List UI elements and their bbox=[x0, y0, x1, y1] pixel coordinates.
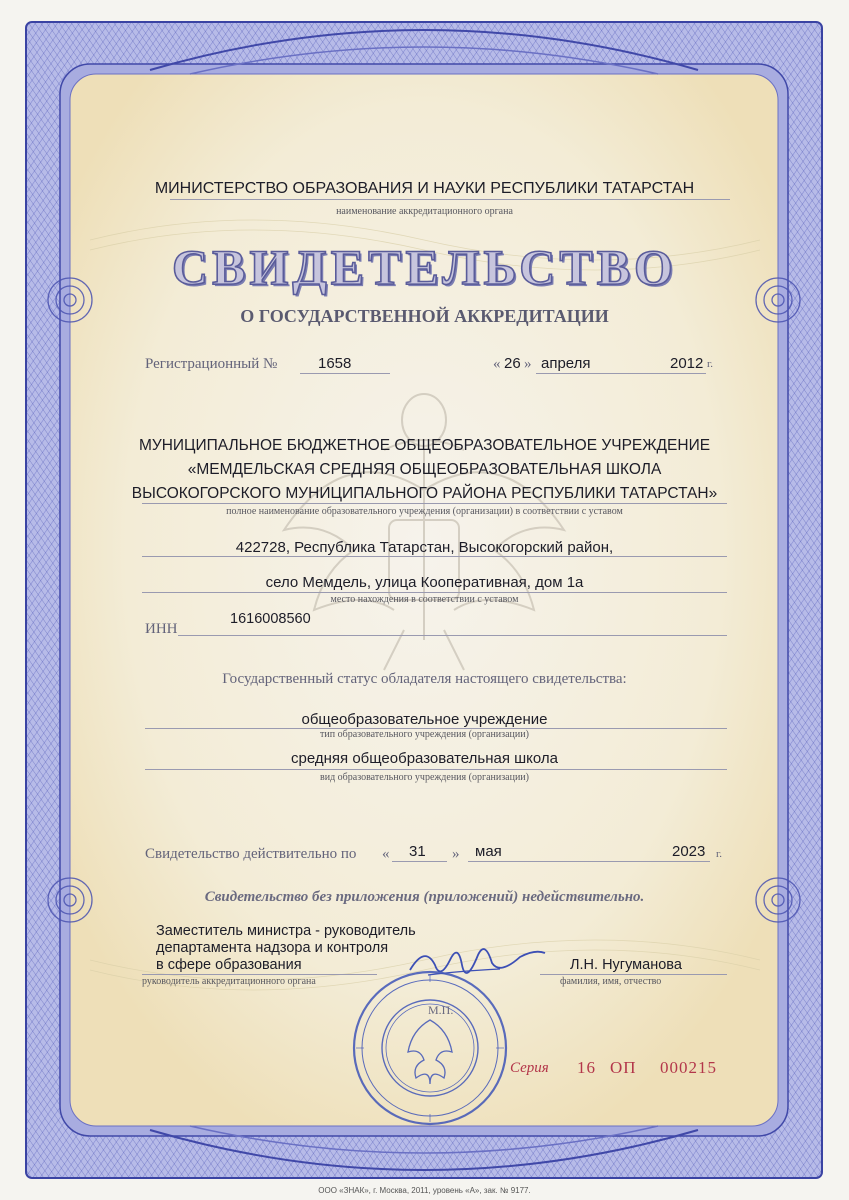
series-number: 000215 bbox=[660, 1058, 717, 1077]
address-line-1-rule bbox=[142, 556, 727, 557]
signatory-name-rule bbox=[540, 974, 727, 975]
signatory-position-line-1: Заместитель министра - руководитель bbox=[156, 923, 416, 939]
valid-day-open: « bbox=[382, 846, 390, 862]
signatory-position-line-2: департамента надзора и контроля bbox=[156, 940, 389, 956]
address-line-1: 422728, Республика Татарстан, Высокогорский район, bbox=[235, 539, 614, 556]
document-subtitle: О ГОСУДАРСТВЕННОЙ АККРЕДИТАЦИИ bbox=[240, 306, 609, 326]
registration-day: 26 bbox=[504, 355, 521, 372]
series-code-1: 16 bbox=[577, 1058, 596, 1077]
signatory-position-rule bbox=[142, 974, 377, 975]
institution-type-value: общеобразовательное учреждение bbox=[301, 711, 548, 728]
institution-caption: полное наименование образовательного учреждения (организации) в соответствии с уставом bbox=[226, 506, 623, 517]
signatory-position-caption: руководитель аккредитационного органа bbox=[142, 976, 316, 987]
validity-month: мая bbox=[475, 843, 502, 860]
institution-kind-caption: вид образовательного учреждения (организации) bbox=[320, 772, 529, 783]
validity-year-suffix: г. bbox=[716, 848, 723, 860]
stamp-mark: М.П. bbox=[428, 1003, 454, 1017]
validity-day: 31 bbox=[409, 843, 426, 860]
ministry-underline bbox=[170, 199, 730, 200]
institution-line-1: МУНИЦИПАЛЬНОЕ БЮДЖЕТНОЕ ОБЩЕОБРАЗОВАТЕЛЬНОЕ УЧРЕЖДЕНИЕ bbox=[138, 437, 711, 454]
signatory-name-caption: фамилия, имя, отчество bbox=[560, 976, 662, 987]
registration-label: Регистрационный № bbox=[145, 356, 278, 372]
reg-day-open: « bbox=[493, 356, 501, 372]
ministry-caption: наименование аккредитационного органа bbox=[336, 206, 513, 217]
registration-date-line bbox=[536, 373, 706, 374]
registration-year-suffix: г. bbox=[707, 358, 714, 370]
inn-underline bbox=[178, 635, 727, 636]
series-label: Серия bbox=[510, 1060, 549, 1076]
registration-number: 1658 bbox=[318, 355, 352, 372]
address-caption: место нахождения в соответствии с уставом bbox=[330, 594, 519, 605]
address-line-2-rule bbox=[142, 592, 727, 593]
institution-kind-rule bbox=[145, 769, 727, 770]
registration-year: 2012 bbox=[670, 355, 704, 372]
inn-value: 1616008560 bbox=[230, 611, 311, 627]
signatory-position-line-3: в сфере образования bbox=[156, 957, 302, 973]
institution-kind-value: средняя общеобразовательная школа bbox=[291, 750, 558, 767]
printer-imprint: ООО «ЗНАК», г. Москва, 2011, уровень «А», зак. № 9177. bbox=[318, 1186, 531, 1195]
institution-type-caption: тип образовательного учреждения (организации) bbox=[320, 729, 529, 740]
inn-label: ИНН bbox=[145, 621, 178, 637]
validity-day-line bbox=[392, 861, 447, 862]
registration-month: апреля bbox=[541, 355, 591, 372]
reg-day-close: » bbox=[524, 356, 532, 372]
official-seal-icon bbox=[350, 968, 510, 1128]
ministry-name: МИНИСТЕРСТВО ОБРАЗОВАНИЯ И НАУКИ РЕСПУБЛИКИ ТАТАРСТАН bbox=[154, 180, 695, 197]
series-code-2: ОП bbox=[610, 1058, 637, 1077]
address-line-2: село Мемдель, улица Кооперативная, дом 1а bbox=[265, 574, 584, 591]
institution-line-2: «МЕМДЕЛЬСКАЯ СРЕДНЯЯ ОБЩЕОБРАЗОВАТЕЛЬНАЯ ШКОЛА bbox=[187, 461, 662, 478]
document-title: СВИДЕТЕЛЬСТВО bbox=[172, 239, 677, 295]
valid-day-close: » bbox=[452, 846, 460, 862]
status-heading: Государственный статус обладателя настоящего свидетельства: bbox=[222, 671, 627, 687]
validity-year: 2023 bbox=[672, 843, 706, 860]
institution-line-3: ВЫСОКОГОРСКОГО МУНИЦИПАЛЬНОГО РАЙОНА РЕСПУБЛИКИ ТАТАРСТАН» bbox=[131, 485, 718, 502]
validity-date-line bbox=[468, 861, 710, 862]
signatory-name: Л.Н. Нугуманова bbox=[570, 957, 682, 973]
institution-underline bbox=[142, 503, 727, 504]
registration-number-line bbox=[300, 373, 390, 374]
validity-label: Свидетельство действительно по bbox=[145, 846, 357, 862]
validity-notice: Свидетельство без приложения (приложений) недействительно. bbox=[204, 889, 645, 905]
